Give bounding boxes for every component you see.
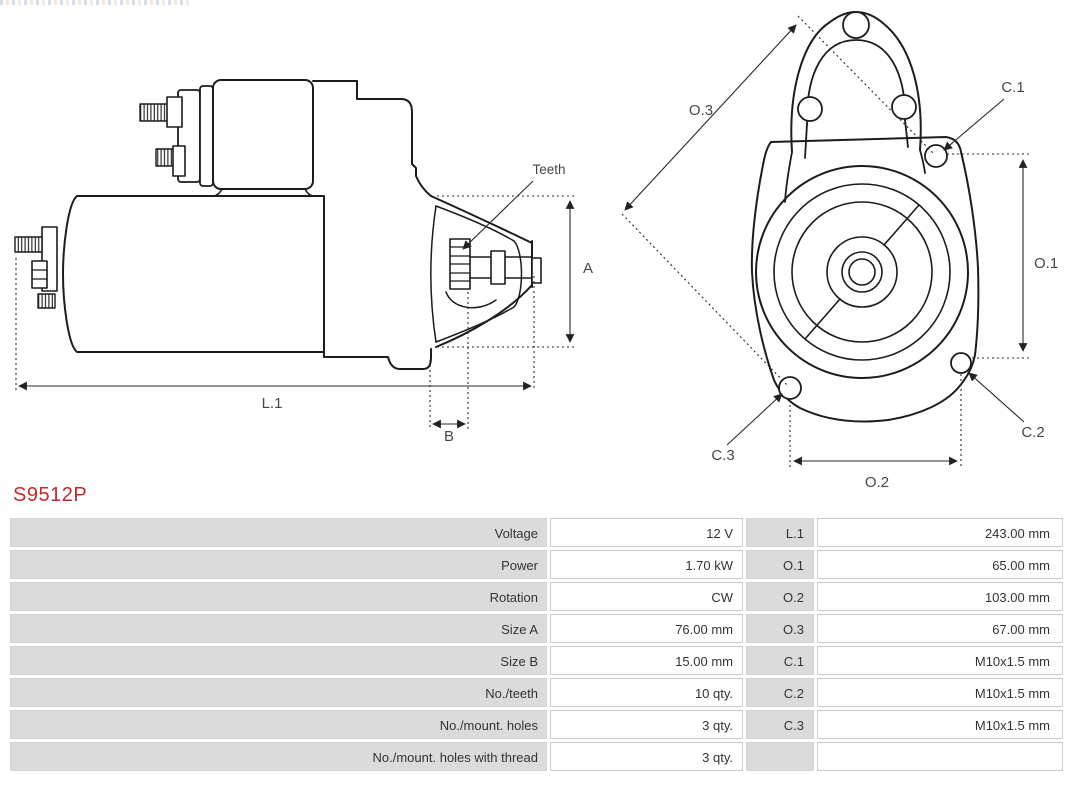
- table-row: [10, 550, 1070, 579]
- part-number: S9512P: [13, 484, 88, 506]
- label-B: B: [443, 428, 455, 445]
- table-row: [10, 582, 1070, 611]
- spec-label: Power: [10, 550, 547, 579]
- motor-body: [63, 196, 324, 352]
- label-O2: O.2: [864, 474, 890, 491]
- spec-label: Voltage: [10, 518, 547, 547]
- dim-value: [817, 742, 1063, 771]
- side-view-drawing: [15, 80, 541, 369]
- spec-label: Size A: [10, 614, 547, 643]
- table-row: [10, 678, 1070, 707]
- table-row: [10, 742, 1070, 771]
- spec-value: 15.00 mm: [550, 646, 743, 675]
- spec-label: Size B: [10, 646, 547, 675]
- label-C1: C.1: [1001, 79, 1025, 96]
- dim-label: [746, 742, 814, 771]
- table-row: [10, 646, 1070, 675]
- solenoid-cap-inner: [200, 86, 213, 186]
- c2-arrow: [969, 373, 1024, 422]
- dim-label: C.1: [746, 646, 814, 675]
- dim-value: 65.00 mm: [817, 550, 1063, 579]
- label-C2: C.2: [1021, 424, 1045, 441]
- terminal-stud-lower: [38, 294, 55, 308]
- dim-label: O.1: [746, 550, 814, 579]
- dim-label: O.3: [746, 614, 814, 643]
- dim-value: M10x1.5 mm: [817, 710, 1063, 739]
- spec-value: 3 qty.: [550, 742, 743, 771]
- solenoid-stud-mid: [156, 149, 174, 166]
- spec-label: Rotation: [10, 582, 547, 611]
- shaft-collar: [491, 251, 505, 284]
- dim-label: C.2: [746, 678, 814, 707]
- spec-value: 12 V: [550, 518, 743, 547]
- drive-housing-outline: [313, 81, 431, 196]
- solenoid-body: [213, 80, 313, 189]
- label-A: A: [582, 260, 594, 277]
- label-teeth: Teeth: [532, 162, 566, 177]
- c3-arrow: [727, 394, 782, 445]
- bracket-hole-right: [892, 95, 916, 119]
- spec-label: No./mount. holes: [10, 710, 547, 739]
- dim-value: 103.00 mm: [817, 582, 1063, 611]
- front-view-dimensions: [622, 16, 1030, 467]
- shaft-center: [849, 259, 875, 285]
- table-row: [10, 518, 1070, 547]
- c1-arrow: [944, 99, 1004, 150]
- dim-value: M10x1.5 mm: [817, 678, 1063, 707]
- dim-label: L.1: [746, 518, 814, 547]
- terminal-stud-left: [15, 237, 42, 252]
- mount-hole-c2: [951, 353, 971, 373]
- spec-value: 1.70 kW: [550, 550, 743, 579]
- dim-value: 243.00 mm: [817, 518, 1063, 547]
- bracket-hole-left: [798, 97, 822, 121]
- table-row: [10, 614, 1070, 643]
- dim-label: C.3: [746, 710, 814, 739]
- label-O3: O.3: [688, 102, 714, 119]
- spec-value: 10 qty.: [550, 678, 743, 707]
- label-O1: O.1: [1034, 255, 1059, 272]
- dim-label: O.2: [746, 582, 814, 611]
- solenoid-stud-top: [140, 104, 168, 121]
- spec-value: CW: [550, 582, 743, 611]
- spec-value: 76.00 mm: [550, 614, 743, 643]
- spec-label: No./teeth: [10, 678, 547, 707]
- spec-table: [10, 518, 1070, 774]
- front-view-drawing: [752, 12, 979, 422]
- label-C3: C.3: [711, 447, 735, 464]
- bracket-hole-top: [843, 12, 869, 38]
- label-L1: L.1: [261, 395, 283, 412]
- dim-value: M10x1.5 mm: [817, 646, 1063, 675]
- spec-label: No./mount. holes with thread: [10, 742, 547, 771]
- terminal-nut-left: [32, 261, 47, 288]
- dim-value: 67.00 mm: [817, 614, 1063, 643]
- table-row: [10, 710, 1070, 739]
- spec-value: 3 qty.: [550, 710, 743, 739]
